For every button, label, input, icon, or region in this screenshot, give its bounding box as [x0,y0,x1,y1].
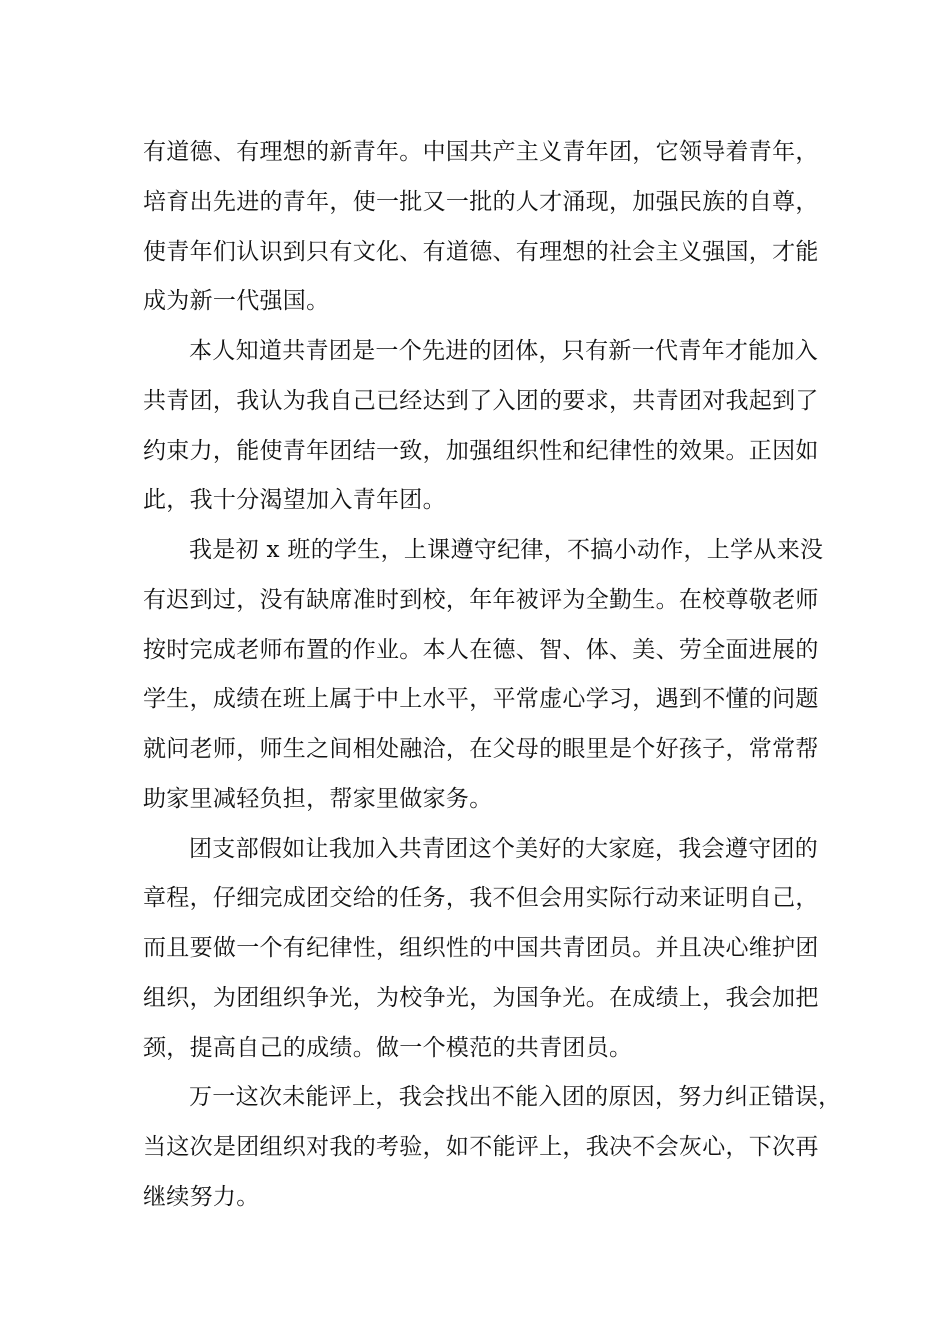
text-line: 约束力，能使青年团结一致，加强组织性和纪律性的效果。正因如 [143,437,819,464]
text-line: 培育出先进的青年，使一批又一批的人才涌现，加强民族的自尊， [143,188,819,215]
text-line: 学生，成绩在班上属于中上水平，平常虚心学习，遇到不懂的问题 [143,686,819,713]
body-text [143,128,842,1223]
paragraph-first-line: 本人知道共青团是一个先进的团体，只有新一代青年才能加入 [189,338,819,364]
text-line: 就问老师，师生之间相处融洽，在父母的眼里是个好孩子，常常帮 [143,736,819,762]
text-line: 使青年们认识到只有文化、有道德、有理想的社会主义强国，才能 [143,238,819,265]
text-line: 当这次是团组织对我的考验，如不能评上，我决不会灰心，下次再 [143,1134,819,1160]
paragraph-first-line: 万一这次未能评上，我会找出不能入团的原因，努力纠正错误， [189,1084,842,1111]
text-line: 成为新一代强国。 [143,288,330,315]
text-line: 颈，提高自己的成绩。做一个模范的共青团员。 [143,1034,633,1061]
text-line: 有迟到过，没有缺席准时到校，年年被评为全勤生。在校尊敬老师 [143,586,819,613]
text-line: 此，我十分渴望加入青年团。 [143,487,446,514]
text-line: 而且要做一个有纪律性，组织性的中国共青团员。并且决心维护团 [143,935,819,961]
paragraph-first-line: 我是初 x 班的学生，上课遵守纪律，不搞小动作，上学从来没 [189,537,824,563]
text-line: 有道德、有理想的新青年。中国共产主义青年团，它领导着青年， [143,139,819,165]
text-line: 按时完成老师布置的作业。本人在德、智、体、美、劳全面进展的 [143,636,819,663]
text-line: 继续努力。 [143,1183,260,1210]
text-line: 章程，仔细完成团交给的任务，我不但会用实际行动来证明自己， [143,885,819,912]
paragraph-first-line: 团支部假如让我加入共青团这个美好的大家庭，我会遵守团的 [189,835,819,862]
text-line: 组织，为团组织争光，为校争光，为国争光。在成绩上，我会加把 [143,984,819,1011]
text-line: 助家里减轻负担，帮家里做家务。 [143,785,493,812]
text-line: 共青团，我认为我自己已经达到了入团的要求，共青团对我起到了 [143,387,819,414]
